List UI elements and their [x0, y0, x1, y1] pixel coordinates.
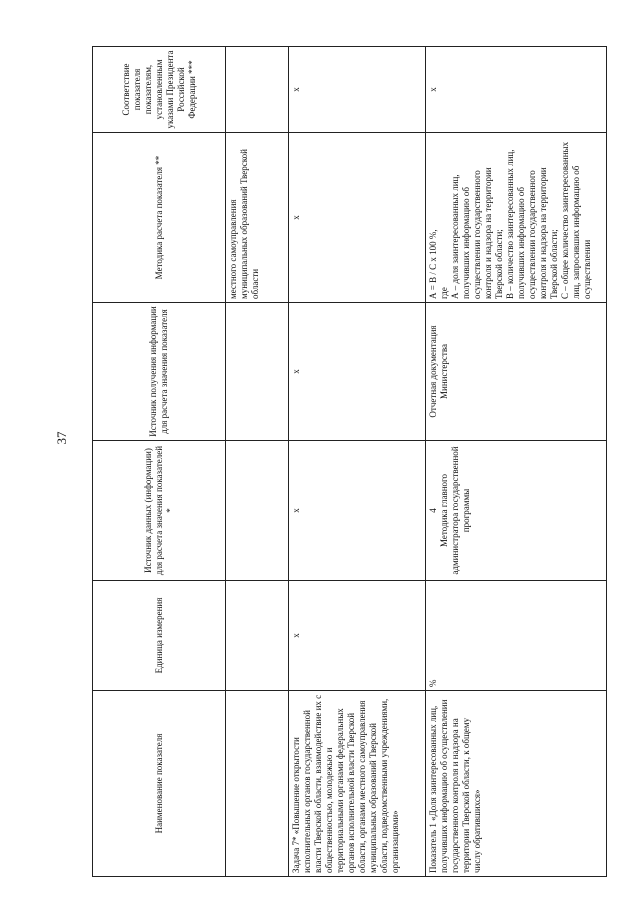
indicator-data-source-text: Методика главного администратора государственной программы — [439, 446, 471, 575]
cont-info-source — [226, 303, 289, 441]
indicator-method — [426, 133, 607, 303]
task-name: Задача 7* «Повышение открытости исполнительных органов государственной власти Тверской области, взаимодействие их с общественностью, молодежью и территориальными органами федеральных органов исполнительной власти Тверской области, органами местного самоуправления муниципальных образований Тверской области, подведомственными учреждениями, организациями» — [289, 691, 426, 877]
indicator-info-source: Отчетная документация Министерства — [426, 303, 607, 441]
header-correspondence: Соответствие показателя показателям, установленным указами Президента Российской Федерации *** — [93, 47, 226, 133]
page-number: 37 — [54, 431, 69, 445]
indicator-correspondence: х — [426, 47, 607, 133]
method-b: В – количество заинтересованных лиц, получивших информацию об осуществлении государственного контроля и надзора на территории Тверской области; — [505, 149, 559, 299]
indicator-table — [92, 46, 607, 877]
method-formula: А = В / С х 100 %, — [428, 229, 438, 299]
task-data-source: х — [289, 441, 426, 581]
indicator-data-source-num: 4 — [428, 508, 438, 513]
header-data-source: Источник данных (информации) для расчета значения показателей * — [93, 441, 226, 581]
indicator-data-source — [426, 441, 607, 581]
method-c: С – общее количество заинтересованных лиц, запросивших информацию об осуществлении — [560, 141, 592, 299]
indicator-row — [426, 47, 607, 877]
task-row — [289, 47, 426, 877]
header-info-source: Источник получения информации для расчета значения показателя — [93, 303, 226, 441]
cont-name — [226, 691, 289, 877]
rotated-table-container — [92, 47, 607, 877]
cont-method: местного самоуправления муниципальных образований Тверской области — [226, 133, 289, 303]
task-info-source: х — [289, 303, 426, 441]
header-name: Наименование показателя — [93, 691, 226, 877]
method-where: где — [439, 287, 449, 299]
continuation-row — [226, 47, 289, 877]
cont-unit — [226, 581, 289, 691]
indicator-name: Показатель 1 «Доля заинтересованных лиц, получивших информацию об осуществлении государственного контроля и надзора на территории Тверской области, к общему числу обратившихся» — [426, 691, 607, 877]
task-method: х — [289, 133, 426, 303]
method-a: А – доля заинтересованных лиц, получивших информацию об осуществлении государственного контроля и надзора на территории Тверской области; — [450, 167, 504, 299]
header-method: Методика расчета показателя ** — [93, 133, 226, 303]
task-unit: х — [289, 581, 426, 691]
table-header-row — [93, 47, 226, 877]
header-unit: Единица измерения — [93, 581, 226, 691]
cont-correspondence — [226, 47, 289, 133]
cont-data-source — [226, 441, 289, 581]
task-correspondence: х — [289, 47, 426, 133]
indicator-unit: % — [426, 581, 607, 691]
